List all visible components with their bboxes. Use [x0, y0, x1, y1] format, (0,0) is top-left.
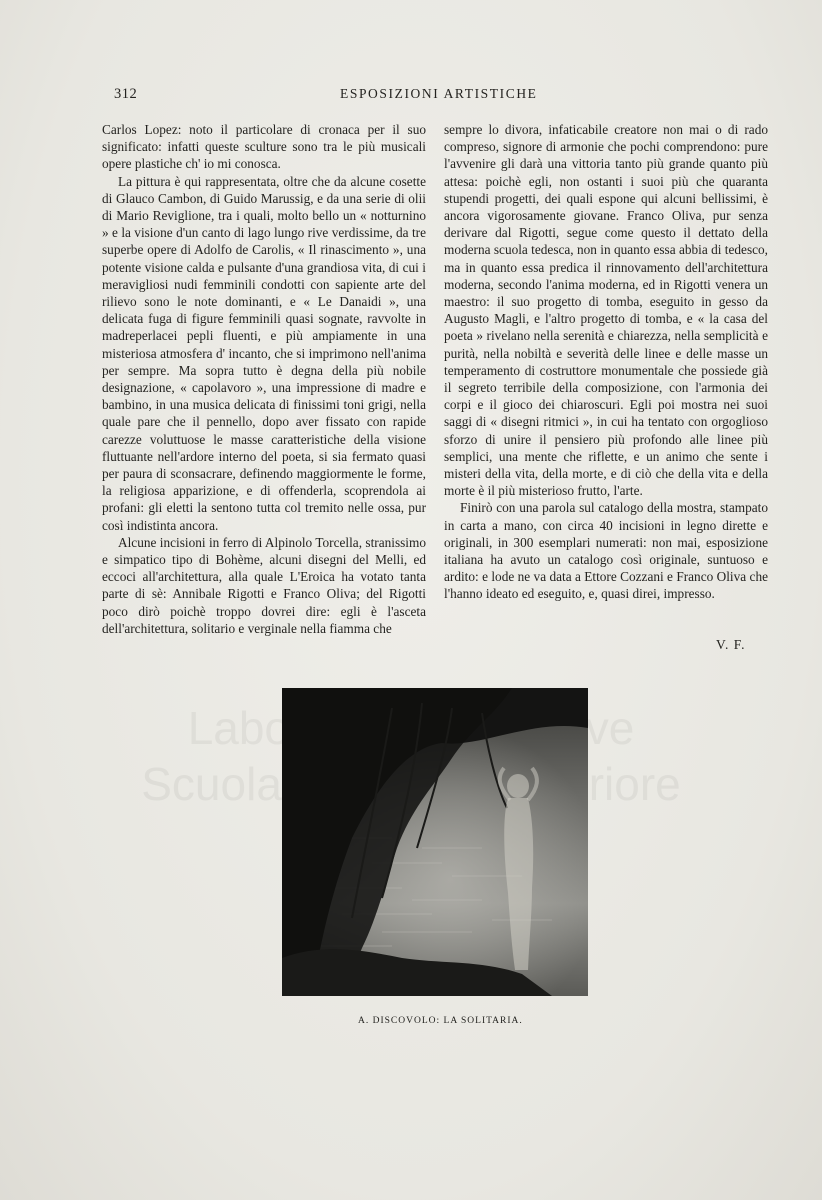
paragraph: sempre lo divora, infaticabile creatore non mai o di rado compreso, signore di armonie che pochi comprendono: pure l'avvenire gli darà una vittoria tanto più grande quanto più attesa: poichè egli, non ostanti i suoi più che quaranta stupendi progetti, dei quali espone qui alcuni bellissimi, è ancora vigorosamente giovane. Franco Oliva, pur senza derivare dal Rigotti, segue come questo il dettato della moderna scuola tedesca, non in quanto essa abbia di tedesco, ma in quanto essa predica il rinnovamento dell'architettura moderna, secondo l'anima moderna, ed in Rigotti venera un maestro: il suo progetto di tomba, eseguito in gesso da Augusto Magli, e l'altro progetto di tomba, e « la casa del poeta » rivelano nella serenità e chiarezza, nella semplicità e purità, nella nobiltà e severità delle linee e delle masse un temperamento di costruttore monumentale che possiede già il segreto terribile della composizione, con l'armonia dei corpi e il gioco dei chiaroscuri. Egli poi mostra nei suoi saggi di « disegni ritmici », in cui ha tentato con orgoglioso sforzo di unire il pensiero più profondo alle linee più semplici, una mente che riflette, e un animo che sente i misteri della vita, della morte, e di ciò che della vita e della morte è il più misterioso frutto, l'arte.	[444, 122, 768, 499]
watermark-line: Scuola	[141, 758, 282, 810]
paragraph: La pittura è qui rappresentata, oltre che da alcune cosette di Glauco Cambon, di Guido Marussig, e da una serie di olii di Mario Reviglione, tra i quali, molto bello un « notturnino » e la visione d'un canto di lago lungo rive verdissime, da tre superbe opere di Adolfo de Carolis, « Il rinascimento », una potente visione calda e pulsante d'una grandiosa vita, di cui i meravigliosi nudi femminili condotti con sapiente arte del rilievo sono le note dominanti, e « Le Danaidi », una delicata fuga di figure femminili quasi sognate, ravvolte in madreperlacei pepli fluenti, e più ampiamente in una misteriosa atmosfera d' incanto, che si imprimono nell'anima per sempre. Ma sopra tutto è degna della più nobile designazione, « capolavoro », una impressione di madre e bambino, in una musica delicata di finissimi toni grigi, nella quale pare che il pennello, dopo aver fissato con rapide carezze voluttuose le masse caratteristiche della visione fluttuante nell'ardore interno del poeta, si sia fermato quasi per paura di sconsacrare, definendo maggiormente le forme, la religiosa apparizione, e di offenderla, scoprendola ai profani: gli eletti la sentono tutta col tremito nelle ossa, pur così indistinta ancora.	[102, 173, 426, 533]
running-title: ESPOSIZIONI ARTISTICHE	[340, 86, 538, 101]
author-signature: V. F.	[716, 637, 746, 652]
left-text-column	[102, 121, 426, 637]
painting-reproduction	[282, 688, 588, 996]
page-number: 312	[114, 86, 138, 102]
right-text-column	[444, 121, 768, 603]
paragraph: Alcune incisioni in ferro di Alpinolo Torcella, stranissimo e simpatico tipo di Bohème, alcuni disegni del Melli, ed eccoci all'architettura, alla quale L'Eroica ha votato tanta parte di sè: Annibale Rigotti e Franco Oliva; del Rigotti poco dirò poichè troppo dovrei dire: egli è l'asceta dell'architettura, solitario e verginale nella fiamma che	[102, 534, 426, 636]
running-head	[114, 86, 734, 108]
paragraph: Finirò con una parola sul catalogo della mostra, stampato in carta a mano, con circa 40 incisioni in legno dirette e originali, in 300 esemplari numerati: non mai, esposizione italiana ha avuto un catalogo così originale, suntuoso e ardito: e lode ne va data a Ettore Cozzani e Franco Oliva che l'hanno ideato ed eseguito, e, quasi direi, impresso.	[444, 500, 768, 602]
figure-caption: A. DISCOVOLO: LA SOLITARIA.	[358, 1016, 523, 1026]
painting-image	[282, 688, 588, 996]
paragraph: Carlos Lopez: noto il particolare di cronaca per il suo significato: infatti queste sculture sono tra le più musicali opere plastiche ch' io mi conosca.	[102, 122, 426, 172]
